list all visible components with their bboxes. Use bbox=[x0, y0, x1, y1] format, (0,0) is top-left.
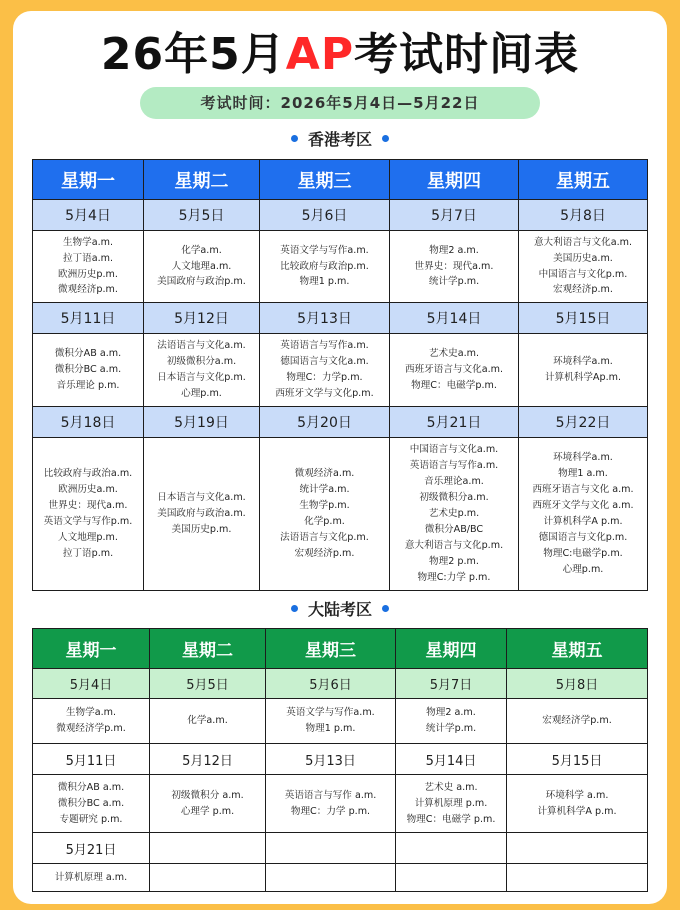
exam-entry: 微积分BC a.m. bbox=[54, 364, 122, 376]
exam-entry: 初级微积分 a.m. bbox=[171, 789, 244, 801]
weekday-header: 星期三 bbox=[260, 160, 390, 200]
exam-cell bbox=[266, 864, 396, 892]
exam-row bbox=[33, 699, 648, 744]
exam-entry: 英语文学与写作p.m. bbox=[43, 516, 133, 527]
exam-entry: 物理1 p.m. bbox=[305, 723, 356, 734]
exam-entry: 物理1 a.m. bbox=[558, 468, 608, 480]
date-cell: 5月11日 bbox=[33, 744, 150, 775]
exam-entry: 宏观经济学p.m. bbox=[542, 715, 612, 726]
hongkong-schedule-table bbox=[32, 159, 648, 591]
date-cell: 5月8日 bbox=[519, 200, 648, 231]
date-cell: 5月14日 bbox=[396, 744, 507, 775]
date-cell: 5月5日 bbox=[144, 200, 260, 231]
page-title bbox=[0, 30, 680, 80]
exam-entry: 统计学p.m. bbox=[425, 723, 477, 734]
exam-entry: 物理2 a.m. bbox=[426, 707, 476, 718]
exam-entry: 比较政府与政治a.m. bbox=[43, 468, 133, 480]
exam-cell bbox=[390, 438, 519, 591]
exam-cell bbox=[33, 775, 150, 833]
exam-cell bbox=[150, 864, 266, 892]
date-cell: 5月12日 bbox=[150, 744, 266, 775]
exam-entry: 艺术史p.m. bbox=[428, 508, 480, 520]
exam-entry: 西班牙文学与文化p.m. bbox=[275, 387, 374, 399]
exam-entry: 计算机科学A p.m. bbox=[537, 805, 617, 817]
exam-entry: 专题研究 p.m. bbox=[59, 813, 123, 825]
exam-entry: 世界史：现代a.m. bbox=[48, 500, 128, 512]
exam-entry: 心理学 p.m. bbox=[180, 805, 235, 817]
date-cell: 5月8日 bbox=[507, 669, 648, 699]
exam-entry: 欧洲历史a.m. bbox=[58, 484, 118, 496]
exam-cell bbox=[390, 334, 519, 407]
exam-entry: 英语语言与写作a.m. bbox=[280, 340, 369, 352]
exam-entry: 艺术史 a.m. bbox=[424, 781, 478, 793]
exam-row bbox=[33, 775, 648, 833]
exam-entry: 微观经济p.m. bbox=[58, 284, 118, 296]
exam-entry: 物理C：力学 p.m. bbox=[290, 805, 371, 817]
exam-entry: 化学p.m. bbox=[304, 516, 345, 527]
date-cell: 5月7日 bbox=[390, 200, 519, 231]
exam-entry: 美国政府与政治a.m. bbox=[157, 508, 246, 520]
exam-entry: 环境科学 a.m. bbox=[545, 789, 609, 801]
exam-entry: 西班牙文学与文化 a.m. bbox=[532, 500, 634, 512]
weekday-header: 星期一 bbox=[33, 629, 150, 669]
exam-cell bbox=[390, 231, 519, 303]
exam-entry: 物理2 p.m. bbox=[429, 555, 479, 567]
weekday-header-row bbox=[33, 160, 648, 200]
date-cell: 5月6日 bbox=[266, 669, 396, 699]
exam-cell bbox=[507, 699, 648, 744]
title-part-3: 考试时间表 bbox=[354, 29, 580, 80]
exam-entry: 意大利语言与文化a.m. bbox=[533, 236, 633, 248]
weekday-header: 星期四 bbox=[396, 629, 507, 669]
title-part-ap: AP bbox=[285, 29, 355, 80]
exam-entry: 西班牙语言与文化a.m. bbox=[404, 364, 504, 376]
exam-entry: 环境科学a.m. bbox=[553, 356, 613, 368]
exam-entry: 生物学a.m. bbox=[62, 236, 114, 248]
date-cell: 5月4日 bbox=[33, 200, 144, 231]
weekday-header: 星期五 bbox=[507, 629, 648, 669]
date-cell: 5月15日 bbox=[507, 744, 648, 775]
weekday-header-row bbox=[33, 629, 648, 669]
date-row bbox=[33, 833, 648, 864]
exam-cell bbox=[519, 334, 648, 407]
exam-entry: 美国历史a.m. bbox=[553, 252, 613, 264]
exam-cell bbox=[260, 438, 390, 591]
exam-cell bbox=[144, 334, 260, 407]
exam-entry: 微积分AB a.m. bbox=[54, 348, 122, 360]
date-row bbox=[33, 669, 648, 699]
exam-cell bbox=[519, 231, 648, 303]
date-cell: 5月5日 bbox=[150, 669, 266, 699]
mainland-schedule-table bbox=[32, 628, 648, 892]
exam-entry: 计算机原理 a.m. bbox=[54, 871, 128, 883]
exam-entry: 物理C：电磁学p.m. bbox=[411, 379, 497, 391]
weekday-header: 星期二 bbox=[150, 629, 266, 669]
bullet-dot-icon bbox=[291, 135, 298, 142]
exam-entry: 微积分AB a.m. bbox=[57, 781, 125, 793]
exam-cell bbox=[260, 231, 390, 303]
exam-entry: 化学a.m. bbox=[187, 715, 228, 726]
exam-entry: 初级微积分a.m. bbox=[166, 356, 237, 368]
exam-entry: 法语语言与文化a.m. bbox=[157, 340, 246, 352]
exam-cell bbox=[396, 699, 507, 744]
exam-entry: 英语文学与写作a.m. bbox=[280, 244, 369, 256]
exam-entry: 英语文学与写作a.m. bbox=[286, 707, 375, 718]
exam-entry: 日本语言与文化p.m. bbox=[157, 372, 246, 383]
exam-entry: 物理1 p.m. bbox=[299, 276, 350, 288]
date-cell bbox=[507, 833, 648, 864]
date-cell: 5月14日 bbox=[390, 303, 519, 334]
exam-entry: 生物学a.m. bbox=[65, 707, 117, 718]
exam-entry: 美国政府与政治p.m. bbox=[157, 276, 246, 288]
date-cell: 5月21日 bbox=[33, 833, 150, 864]
exam-entry: 意大利语言与文化p.m. bbox=[404, 539, 504, 551]
date-cell bbox=[396, 833, 507, 864]
weekday-header: 星期五 bbox=[519, 160, 648, 200]
exam-entry: 比较政府与政治p.m. bbox=[280, 260, 369, 272]
exam-entry: 微积分BC a.m. bbox=[57, 797, 125, 809]
date-cell bbox=[266, 833, 396, 864]
exam-entry: 英语语言与写作 a.m. bbox=[284, 789, 377, 801]
date-cell: 5月19日 bbox=[144, 407, 260, 438]
exam-entry: 日本语言与文化a.m. bbox=[157, 492, 246, 504]
exam-entry: 音乐理论 p.m. bbox=[56, 379, 120, 391]
exam-entry: 法语语言与文化p.m. bbox=[280, 531, 369, 543]
date-cell: 5月21日 bbox=[390, 407, 519, 438]
date-cell bbox=[150, 833, 266, 864]
date-cell: 5月12日 bbox=[144, 303, 260, 334]
weekday-header: 星期三 bbox=[266, 629, 396, 669]
exam-row bbox=[33, 231, 648, 303]
exam-entry: 人文地理p.m. bbox=[58, 531, 118, 543]
exam-entry: 拉丁语p.m. bbox=[62, 547, 114, 559]
date-cell: 5月13日 bbox=[266, 744, 396, 775]
date-cell: 5月20日 bbox=[260, 407, 390, 438]
exam-entry: 微观经济学p.m. bbox=[56, 723, 126, 734]
date-row bbox=[33, 200, 648, 231]
exam-entry: 艺术史a.m. bbox=[428, 348, 480, 360]
weekday-header: 星期四 bbox=[390, 160, 519, 200]
date-cell: 5月6日 bbox=[260, 200, 390, 231]
exam-entry: 英语语言与写作a.m. bbox=[409, 460, 499, 472]
exam-period-badge: 考试时间：2026年5月4日—5月22日 bbox=[140, 87, 540, 119]
exam-cell bbox=[33, 699, 150, 744]
exam-cell bbox=[396, 864, 507, 892]
exam-entry: 物理C：力学p.m. bbox=[286, 372, 363, 383]
date-cell: 5月11日 bbox=[33, 303, 144, 334]
exam-cell bbox=[33, 864, 150, 892]
date-row bbox=[33, 744, 648, 775]
bullet-dot-icon bbox=[291, 605, 298, 612]
exam-cell bbox=[150, 699, 266, 744]
hongkong-region-label: 香港考区 bbox=[307, 130, 372, 149]
exam-entry: 物理C:电磁学p.m. bbox=[543, 547, 623, 559]
exam-entry: 宏观经济p.m. bbox=[294, 547, 355, 559]
exam-entry: 生物学p.m. bbox=[299, 500, 350, 512]
hongkong-region-heading bbox=[0, 130, 680, 150]
date-cell: 5月18日 bbox=[33, 407, 144, 438]
mainland-region-label: 大陆考区 bbox=[307, 600, 372, 619]
exam-cell bbox=[266, 775, 396, 833]
exam-cell bbox=[519, 438, 648, 591]
exam-cell bbox=[150, 775, 266, 833]
exam-entry: 初级微积分a.m. bbox=[419, 492, 489, 504]
exam-cell bbox=[144, 231, 260, 303]
exam-cell bbox=[507, 775, 648, 833]
exam-entry: 计算机科学Ap.m. bbox=[544, 372, 622, 383]
mainland-region-heading bbox=[0, 600, 680, 620]
exam-entry: 中国语言与文化a.m. bbox=[409, 444, 499, 456]
exam-cell bbox=[260, 334, 390, 407]
exam-cell bbox=[33, 334, 144, 407]
exam-cell bbox=[507, 864, 648, 892]
exam-row bbox=[33, 864, 648, 892]
date-cell: 5月7日 bbox=[396, 669, 507, 699]
bullet-dot-icon bbox=[382, 605, 389, 612]
date-cell: 5月13日 bbox=[260, 303, 390, 334]
exam-cell bbox=[33, 231, 144, 303]
exam-entry: 心理p.m. bbox=[181, 387, 222, 399]
exam-entry: 统计学a.m. bbox=[299, 484, 350, 496]
date-row bbox=[33, 303, 648, 334]
exam-cell bbox=[396, 775, 507, 833]
exam-entry: 德国语言与文化a.m. bbox=[280, 356, 369, 368]
exam-entry: 环境科学a.m. bbox=[553, 452, 613, 464]
exam-entry: 拉丁语a.m. bbox=[62, 252, 114, 264]
date-cell: 5月15日 bbox=[519, 303, 648, 334]
exam-entry: 物理2 a.m. bbox=[429, 244, 479, 256]
exam-row bbox=[33, 334, 648, 407]
exam-entry: 欧洲历史p.m. bbox=[58, 268, 118, 280]
exam-cell bbox=[144, 438, 260, 591]
exam-entry: 世界史：现代a.m. bbox=[414, 260, 494, 272]
exam-entry: 物理C:力学 p.m. bbox=[417, 571, 491, 583]
weekday-header: 星期二 bbox=[144, 160, 260, 200]
exam-entry: 微积分AB/BC bbox=[424, 523, 484, 535]
exam-entry: 音乐理论a.m. bbox=[424, 476, 484, 488]
exam-entry: 美国历史p.m. bbox=[171, 523, 232, 535]
exam-entry: 中国语言与文化p.m. bbox=[538, 268, 628, 280]
title-part-1: 26年5月 bbox=[100, 29, 286, 80]
date-cell: 5月22日 bbox=[519, 407, 648, 438]
weekday-header: 星期一 bbox=[33, 160, 144, 200]
exam-entry: 心理p.m. bbox=[562, 563, 604, 575]
date-row bbox=[33, 407, 648, 438]
exam-entry: 物理C：电磁学 p.m. bbox=[406, 813, 496, 825]
exam-entry: 计算机原理 p.m. bbox=[414, 797, 488, 809]
exam-cell bbox=[266, 699, 396, 744]
exam-entry: 微观经济a.m. bbox=[294, 468, 355, 480]
exam-entry: 人文地理a.m. bbox=[171, 260, 232, 272]
exam-entry: 西班牙语言与文化 a.m. bbox=[532, 484, 634, 496]
bullet-dot-icon bbox=[382, 135, 389, 142]
exam-entry: 计算机科学A p.m. bbox=[543, 516, 623, 527]
exam-row bbox=[33, 438, 648, 591]
exam-entry: 宏观经济p.m. bbox=[553, 284, 613, 296]
exam-cell bbox=[33, 438, 144, 591]
date-cell: 5月4日 bbox=[33, 669, 150, 699]
exam-entry: 德国语言与文化p.m. bbox=[538, 531, 628, 543]
exam-entry: 统计学p.m. bbox=[428, 276, 480, 288]
exam-entry: 化学a.m. bbox=[181, 244, 222, 256]
